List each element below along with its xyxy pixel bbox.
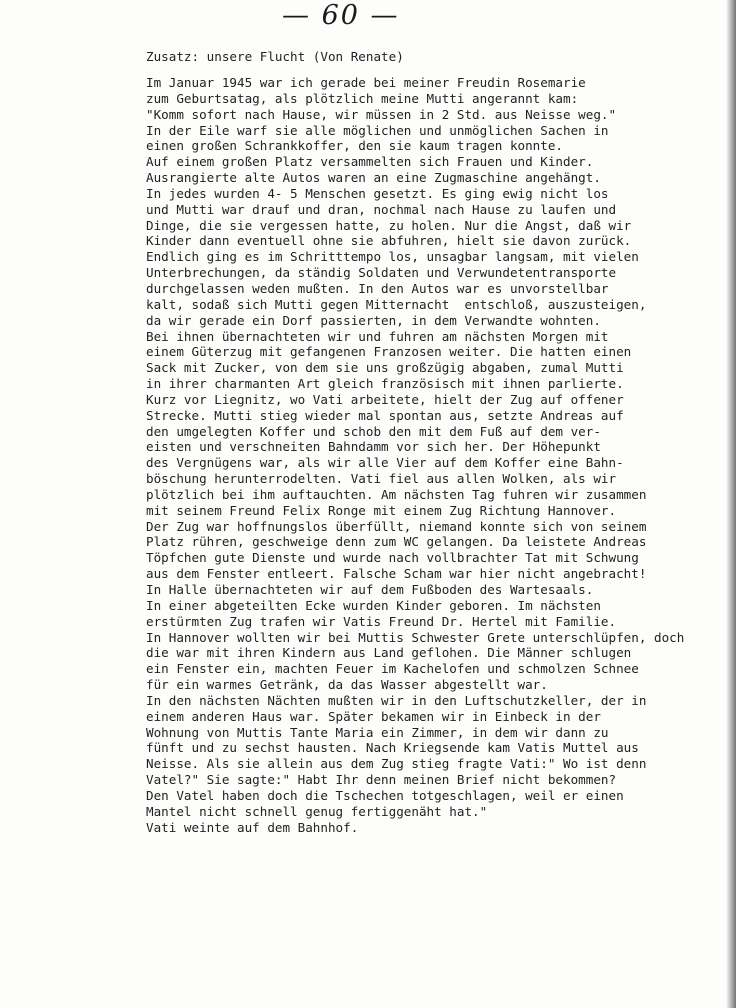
text-line: "Komm sofort nach Hause, wir müssen in 2 Std. aus Neisse weg.": [146, 106, 617, 122]
text-line: In Halle übernachteten wir auf dem Fußboden des Wartesaals.: [146, 582, 594, 597]
text-line: Der Zug war hoffnungslos überfüllt, niemand konnte sich von seinem: [146, 518, 647, 534]
text-line: einem Güterzug mit gefangenen Franzosen weiter. Die hatten einen: [146, 344, 632, 360]
text-line: Vatel?" Sie sagte:" Habt Ihr denn meinen Brief nicht bekommen?: [146, 772, 617, 788]
text-line: des Vergnügens war, als wir alle Vier auf dem Koffer eine Bahn-: [146, 455, 624, 471]
text-line: erstürmten Zug trafen wir Vatis Freund Dr. Hertel mit Familie.: [146, 613, 617, 629]
text-line: da wir gerade ein Dorf passierten, in dem Verwandte wohnten.: [146, 312, 601, 328]
text-line: Ausrangierte alte Autos waren an eine Zugmaschine angehängt.: [146, 170, 601, 186]
text-line: zum Geburtsatag, als plötzlich meine Mutti angerannt kam:: [146, 90, 579, 106]
text-line: Strecke. Mutti stieg wieder mal spontan aus, setzte Andreas auf: [146, 407, 624, 423]
text-line: einem anderen Haus war. Später bekamen wir in Einbeck in der: [146, 708, 601, 724]
text-line: Kurz vor Liegnitz, wo Vati arbeitete, hielt der Zug auf offener: [146, 391, 624, 407]
text-line: plötzlich bei ihm auftauchten. Am nächsten Tag fuhren wir zusammen: [146, 486, 647, 502]
text-line: Neisse. Als sie allein aus dem Zug stieg fragte Vati:" Wo ist denn: [146, 756, 647, 772]
text-line: Vati weinte auf dem Bahnhof.: [146, 819, 359, 835]
text-line: mit seinem Freund Felix Ronge mit einem Zug Richtung Hannover.: [146, 502, 617, 518]
text-line: ein Fenster ein, machten Feuer im Kachelofen und schmolzen Schnee: [146, 661, 639, 677]
text-line: Bei ihnen übernachteten wir und fuhren am nächsten Morgen mit: [146, 328, 609, 344]
text-line: den umgelegten Koffer und schob den mit dem Fuß auf dem ver-: [146, 423, 601, 439]
text-line: In einer abgeteilten Ecke wurden Kinder geboren. Im nächsten: [146, 597, 601, 613]
text-line: aus dem Fenster entleert. Falsche Scham war hier nicht angebracht!: [146, 566, 647, 582]
text-line: fünft und zu sechst hausten. Nach Kriegsende kam Vatis Muttel aus: [146, 740, 639, 756]
text-line: Töpfchen gute Dienste und wurde nach vollbrachter Tat mit Schwung: [146, 550, 639, 566]
text-line: böschung herunterrodelten. Vati fiel aus allen Wolken, als wir: [146, 471, 617, 487]
text-line: Den Vatel haben doch die Tschechen totgeschlagen, weil er einen: [146, 787, 624, 803]
text-line: durchgelassen weden mußten. In den Autos war es unvorstellbar: [146, 280, 609, 296]
text-line: Platz rühren, geschweige denn zum WC gelangen. Da leistete Andreas: [146, 534, 647, 550]
text-line: Auf einem großen Platz versammelten sich Frauen und Kinder.: [146, 154, 594, 170]
text-line: kalt, sodaß sich Mutti gegen Mitternacht entschloß, auszusteigen,: [146, 296, 647, 312]
text-line: für ein warmes Getränk, da das Wasser abgestellt war.: [146, 677, 548, 693]
text-line: Unterbrechungen, da ständig Soldaten und Verwundetentransporte: [146, 265, 617, 281]
text-line: einen großen Schrankkoffer, den sie kaum tragen konnte.: [146, 138, 564, 154]
text-line: und Mutti war drauf und dran, nochmal nach Hause zu laufen und: [146, 201, 617, 217]
document-body: [146, 75, 684, 836]
text-line: eisten und verschneiten Bahndamm vor sich her. Der Höhepunkt: [146, 439, 601, 455]
text-line: in ihrer charmanten Art gleich französisch mit ihnen parlierte.: [146, 376, 624, 392]
text-line: Mantel nicht schnell genug fertiggenäht hat.": [146, 803, 488, 819]
page-edge-shadow: [726, 0, 736, 1008]
document-title: Zusatz: unsere Flucht (Von Renate): [146, 49, 404, 64]
page-number: — 60 —: [282, 0, 400, 31]
text-line: Kinder dann eventuell ohne sie abfuhren, hielt sie davon zurück.: [146, 233, 632, 249]
text-line: Endlich ging es im Schritttempo los, unsagbar langsam, mit vielen: [146, 249, 639, 265]
text-line: Dinge, die sie vergessen hatte, zu holen. Nur die Angst, daß wir: [146, 217, 632, 233]
text-line: In Hannover wollten wir bei Muttis Schwester Grete unterschlüpfen, doch: [146, 629, 685, 645]
text-line: In jedes wurden 4- 5 Menschen gesetzt. Es ging ewig nicht los: [146, 185, 609, 201]
text-line: die war mit ihren Kindern aus Land geflohen. Die Männer schlugen: [146, 645, 632, 661]
text-line: Sack mit Zucker, von dem sie uns großzügig abgaben, zumal Mutti: [146, 360, 624, 376]
text-line: Wohnung von Muttis Tante Maria ein Zimmer, in dem wir dann zu: [146, 724, 609, 740]
text-line: In den nächsten Nächten mußten wir in den Luftschutzkeller, der in: [146, 692, 647, 708]
text-line: In der Eile warf sie alle möglichen und unmöglichen Sachen in: [146, 122, 609, 138]
text-line: Im Januar 1945 war ich gerade bei meiner Freudin Rosemarie: [146, 75, 586, 90]
